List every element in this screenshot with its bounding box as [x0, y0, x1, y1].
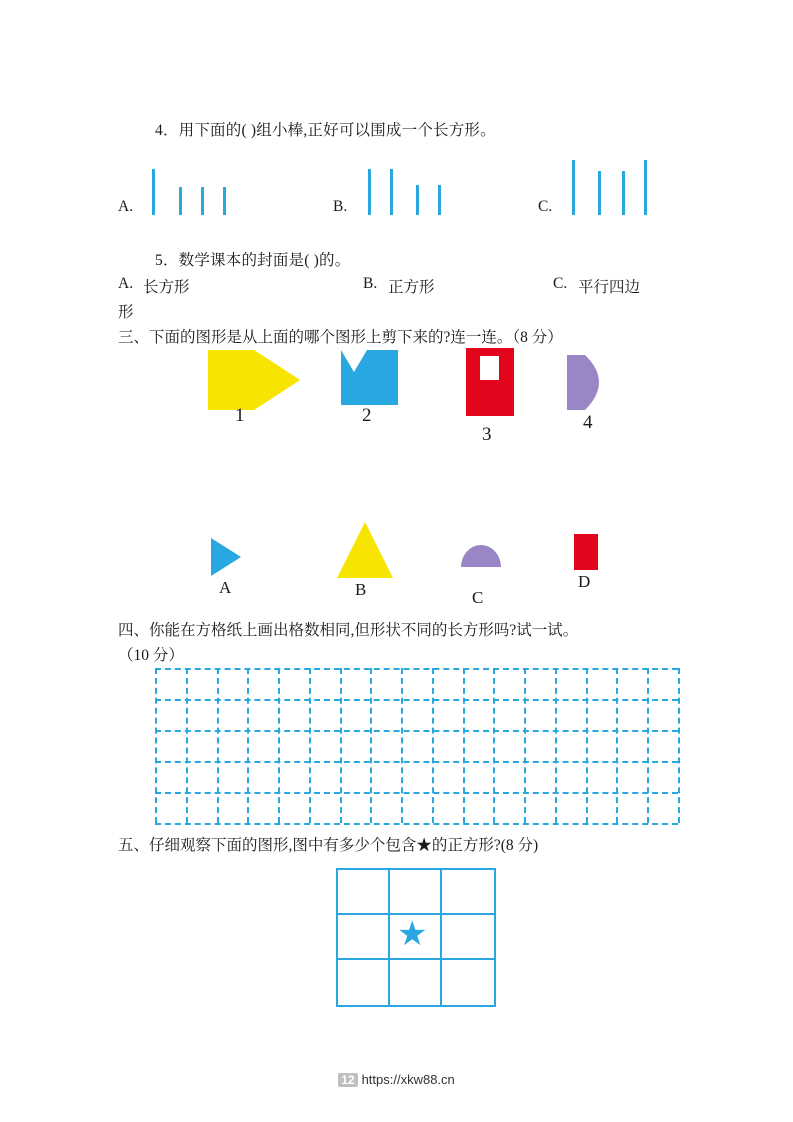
- grid-line-vertical: [278, 668, 280, 823]
- shape-4-number: 4: [583, 412, 593, 433]
- question-4-text: 4．用下面的( )组小棒,正好可以围成一个长方形。: [155, 122, 496, 139]
- stick-group-c: [572, 150, 672, 215]
- shape-2-blue-notched-block: [341, 350, 398, 405]
- grid-line-vertical: [463, 668, 465, 823]
- question-5-text: 5．数学课本的封面是( )的。: [155, 252, 351, 269]
- grid-line-vertical: [678, 668, 680, 823]
- grid-line-vertical: [309, 668, 311, 823]
- footer-url: https://xkw88.cn: [361, 1072, 455, 1087]
- square-grid[interactable]: [336, 868, 496, 1007]
- section-3-heading: 三、下面的图形是从上面的哪个图形上剪下来的?连一连。（8 分）: [118, 329, 563, 346]
- page-footer: [0, 1072, 793, 1087]
- shape-c-letter: C: [472, 588, 484, 607]
- grid-line-horizontal: [155, 823, 678, 825]
- grid-line-vertical: [217, 668, 219, 823]
- stick: [179, 187, 182, 215]
- grid-line-vertical: [432, 668, 434, 823]
- stick: [572, 160, 575, 215]
- grid-paper[interactable]: [155, 668, 678, 823]
- question-5-option-a-label: A.: [118, 275, 134, 292]
- shape-1-yellow-arrow-block: [208, 350, 300, 410]
- grid-line-vertical: [155, 668, 157, 823]
- question-5-option-c-text: 平行四边: [578, 279, 641, 296]
- shape-d-red-rectangle: [574, 534, 598, 570]
- stick: [368, 169, 371, 215]
- grid-line-vertical: [647, 668, 649, 823]
- grid-line-vertical: [493, 668, 495, 823]
- grid-line-vertical: [586, 668, 588, 823]
- shape-b-yellow-triangle: [337, 522, 393, 578]
- shape-3-red-block-with-hole: [466, 348, 514, 416]
- grid-line-vertical: [340, 668, 342, 823]
- grid-line-horizontal: [155, 668, 678, 670]
- footer-page-number: 12: [338, 1073, 357, 1087]
- grid-line-vertical: [524, 668, 526, 823]
- stick: [644, 160, 647, 215]
- shape-a-blue-triangle: [211, 538, 241, 576]
- stick: [438, 185, 441, 215]
- grid-line-vertical: [247, 668, 249, 823]
- grid-line-vertical: [370, 668, 372, 823]
- question-5-option-b-label: B.: [363, 275, 378, 292]
- grid-line-horizontal: [155, 761, 678, 763]
- shape-c-purple-semicircle: [461, 545, 501, 567]
- shape-4-purple-arrow-block: [567, 355, 613, 410]
- stick: [152, 169, 155, 215]
- star-icon: ★: [397, 916, 428, 953]
- stick-group-a: [152, 150, 252, 215]
- section-4-heading: 四、你能在方格纸上画出格数相同,但形状不同的长方形吗?试一试。: [118, 622, 579, 639]
- question-4-option-c-label: C.: [538, 198, 553, 215]
- stick-group-b: [368, 150, 468, 215]
- question-4-option-b-label: B.: [333, 198, 348, 215]
- grid-line-vertical: [186, 668, 188, 823]
- question-5-option-c-wrap: 形: [118, 304, 134, 321]
- stick: [622, 171, 625, 215]
- question-5-option-a-text: 长方形: [143, 279, 190, 296]
- grid-line-horizontal: [155, 730, 678, 732]
- stick: [416, 185, 419, 215]
- section-4-score: （10 分）: [118, 647, 184, 664]
- grid-line-horizontal: [155, 699, 678, 701]
- grid-line-horizontal: [155, 792, 678, 794]
- stick: [223, 187, 226, 215]
- shape-1-number: 1: [235, 405, 245, 426]
- question-5-option-b-text: 正方形: [388, 279, 435, 296]
- grid-line-vertical: [555, 668, 557, 823]
- stick: [201, 187, 204, 215]
- stick: [598, 171, 601, 215]
- shape-a-letter: A: [219, 578, 232, 597]
- grid-line-vertical: [401, 668, 403, 823]
- section-5-heading: 五、仔细观察下面的图形,图中有多少个包含★的正方形?(8 分): [118, 837, 539, 854]
- grid-line-vertical: [616, 668, 618, 823]
- question-5-option-c-label: C.: [553, 275, 568, 292]
- shape-3-number: 3: [482, 424, 492, 445]
- stick: [390, 169, 393, 215]
- shape-d-letter: D: [578, 572, 591, 591]
- shape-2-number: 2: [362, 405, 372, 426]
- question-4-option-a-label: A.: [118, 198, 134, 215]
- shape-b-letter: B: [355, 580, 367, 599]
